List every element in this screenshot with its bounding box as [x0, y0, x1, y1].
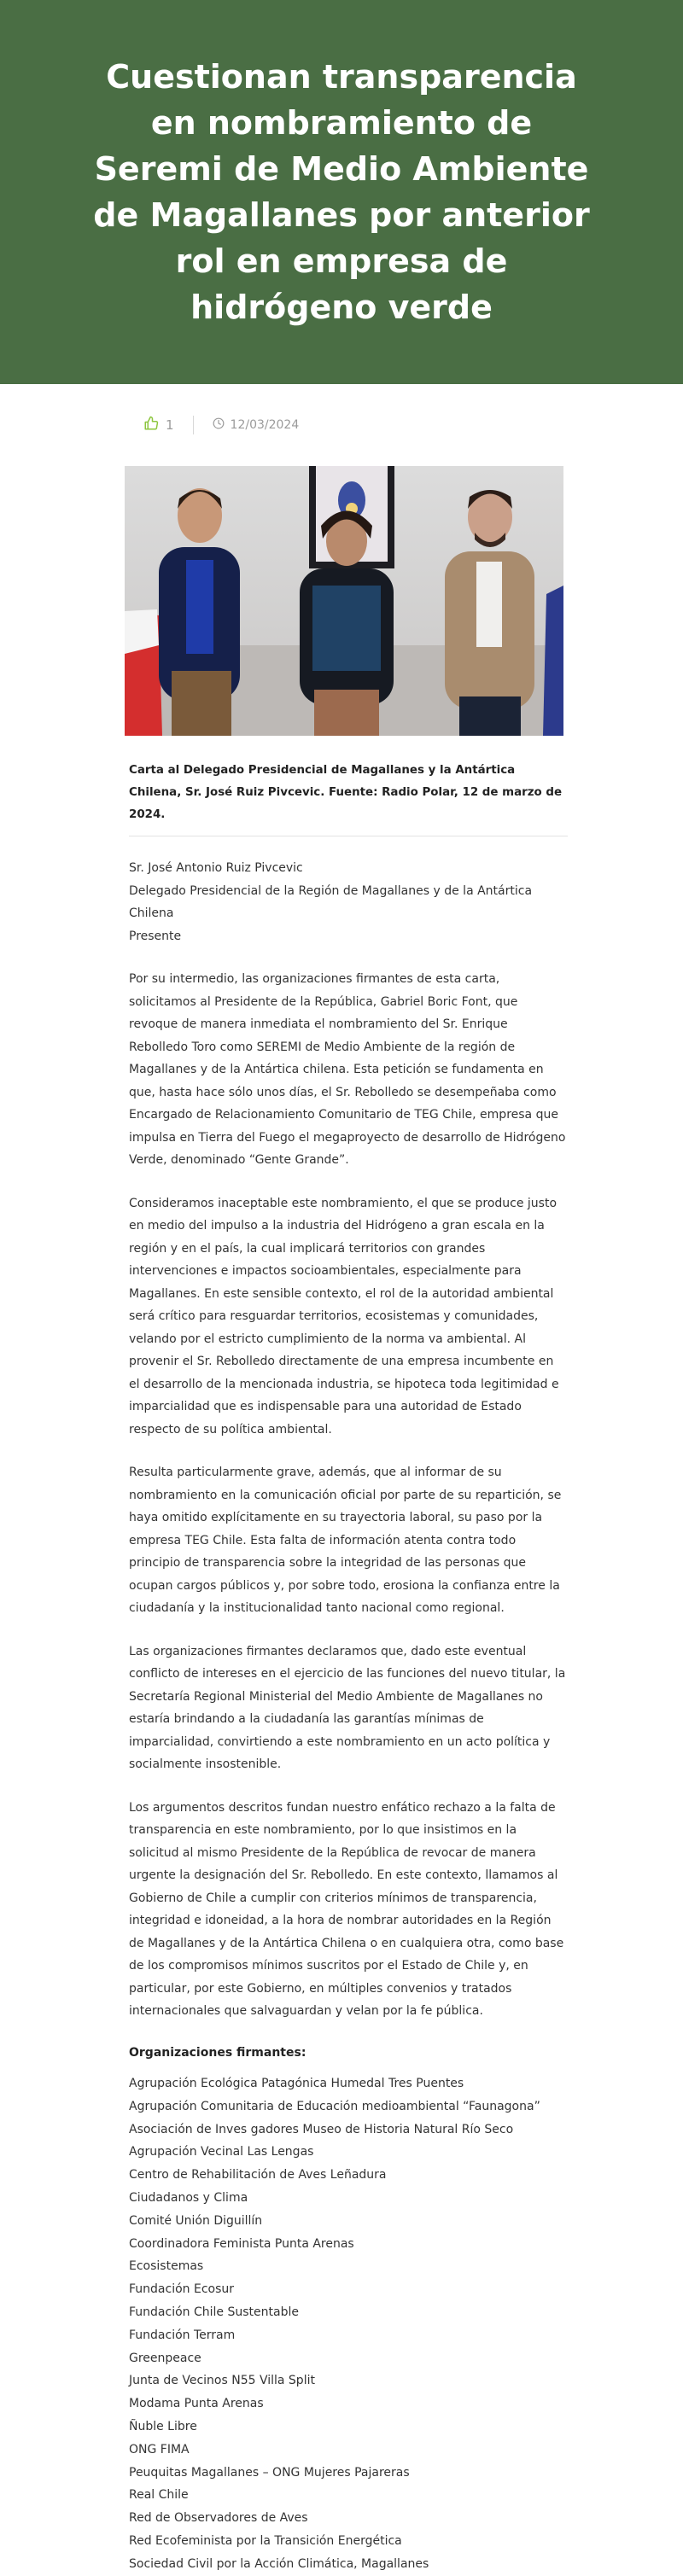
signer-item: Fundación Ecosur — [129, 2282, 235, 2297]
signer-item: Modama Punta Arenas — [129, 2397, 264, 2411]
photo-caption: Carta al Delegado Presidencial de Magallanes y la Antártica Chilena, Sr. José Ruiz Pivcevic. Fuente: Radio Polar, 12 de marzo de 2024. — [129, 760, 568, 836]
address-line: Delegado Presidencial de la Región de Magallanes y de la Antártica Chilena — [129, 883, 533, 920]
signer-item: Sociedad Civil por la Acción Climática, Magallanes — [129, 2556, 429, 2571]
signer-item: Agrupación Vecinal Las Lengas — [129, 2145, 314, 2159]
like-button[interactable] — [143, 416, 174, 434]
paragraph: Consideramos inaceptable este nombramiento, el que se produce justo en medio del impulso a la industria del Hidrógeno a gran escala en la región y en el país, la cual implicará territorios con grandes intervenciones e impactos socioambientales, especialmente para Magallanes. En este sensible contexto, el rol de la autoridad ambiental será crítico para resguardar territorios, ecosistemas y comunidades, velando por el estricto cumplimiento de la norma va ambiental. Al provenir el Sr. Rebolledo directamente de una empresa incumbente en el desarrollo de la mencionada industria, se hipoteca toda legitimidad e imparcialidad que es indispensable para una autoridad de Estado respecto de su política ambiental. — [129, 1196, 559, 1437]
signer-item: Red Ecofeminista por la Transición Energética — [129, 2533, 402, 2548]
publish-date — [213, 417, 300, 433]
like-count: 1 — [166, 417, 174, 433]
address-line: Presente — [129, 929, 182, 943]
signers-list — [129, 2072, 568, 2576]
meta-divider — [193, 416, 194, 434]
paragraph: Las organizaciones firmantes declaramos que, dado este eventual conflicto de intereses en el ejercicio de las funciones del nuevo titular, la Secretaría Regional Ministerial del Medio Ambiente de Magallanes no estaría brindando a la ciudadanía las garantías mínimas de imparcialidad, convirtiendo a este nombramiento en un acto política y socialmente insostenible. — [129, 1644, 566, 1771]
signer-item: Agrupación Ecológica Patagónica Humedal Tres Puentes — [129, 2077, 464, 2090]
paragraph: Resulta particularmente grave, además, que al informar de su nombramiento en la comunicación oficial por parte de su repartición, se haya omitido explícitamente en su trayectoria laboral, su paso por la empresa TEG Chile. Esta falta de información atenta contra todo principio de transparencia sobre la integridad de las personas que ocupan cargos públicos y, por sobre todo, erosiona la confianza entre la ciudadanía y la institucionalidad tanto nacional como regional. — [129, 1466, 562, 1615]
signer-item: Coordinadora Feminista Punta Arenas — [129, 2236, 354, 2251]
signer-item: Junta de Vecinos N55 Villa Split — [129, 2374, 315, 2388]
signer-item: Ñuble Libre — [129, 2419, 197, 2433]
recipient-address — [129, 857, 568, 947]
clock-icon — [213, 417, 225, 433]
signer-item: Ecosistemas — [129, 2259, 204, 2274]
thumbs-up-icon[interactable] — [143, 416, 159, 434]
signer-item: Greenpeace — [129, 2351, 201, 2365]
article-title: Cuestionan transparencia en nombramiento de Seremi de Medio Ambiente de Magallanes por anterior rol en empresa de hidrógeno verde — [93, 58, 590, 326]
signer-item: Fundación Terram — [129, 2328, 236, 2342]
signers-heading: Organizaciones firmantes: — [129, 2045, 306, 2060]
signer-item: Agrupación Comunitaria de Educación medioambiental “Faunagona” — [129, 2099, 540, 2113]
signer-item: Peuquitas Magallanes – ONG Mujeres Pajareras — [129, 2465, 410, 2480]
article-body — [129, 736, 568, 2576]
signer-item: Asociación de Inves gadores Museo de Historia Natural Río Seco — [129, 2122, 514, 2136]
article-photo — [125, 466, 563, 736]
signer-item: Centro de Rehabilitación de Aves Leñadura — [129, 2168, 387, 2183]
signer-item: Fundación Chile Sustentable — [129, 2305, 299, 2319]
signer-item: Ciudadanos y Clima — [129, 2190, 248, 2205]
signer-item: Real Chile — [129, 2488, 189, 2503]
article-meta — [0, 384, 683, 466]
date-text: 12/03/2024 — [230, 418, 300, 432]
signer-item: Comité Unión Diguillín — [129, 2213, 263, 2228]
paragraph: Los argumentos descritos fundan nuestro enfático rechazo a la falta de transparencia en este nombramiento, por lo que insistimos en la solicitud al mismo Presidente de la República de revocar de manera urgente la designación del Sr. Rebolledo. En este contexto, llamamos al Gobierno de Chile a cumplir con criterios mínimos de transparencia, integridad e idoneidad, a la hora de nombrar autoridades en la Región de Magallanes y de la Antártica Chilena o en cualquiera otra, como base de los compromisos mínimos suscritos por el Estado de Chile y, en particular, por este Gobierno, en múltiples convenios y tratados internacionales que salvaguardan y velan por la fe pública. — [129, 1800, 564, 2018]
article-header — [0, 0, 683, 384]
signer-item: Red de Observadores de Aves — [129, 2511, 308, 2526]
signer-item: ONG FIMA — [129, 2442, 190, 2457]
address-line: Sr. José Antonio Ruiz Pivcevic — [129, 861, 303, 875]
paragraph: Por su intermedio, las organizaciones firmantes de esta carta, solicitamos al Presidente de la República, Gabriel Boric Font, que revoque de manera inmediata el nombramiento del Sr. Enrique Rebolledo Toro como SEREMI de Medio Ambiente de la región de Magallanes y de la Antártica chilena. Esta petición se fundamenta en que, hasta hace sólo unos días, el Sr. Rebolledo se desempeñaba como Encargado de Relacionamiento Comunitario de TEG Chile, empresa que impulsa en Tierra del Fuego el megaproyecto de desarrollo de Hidrógeno Verde, denominado “Gente Grande”. — [129, 972, 566, 1167]
